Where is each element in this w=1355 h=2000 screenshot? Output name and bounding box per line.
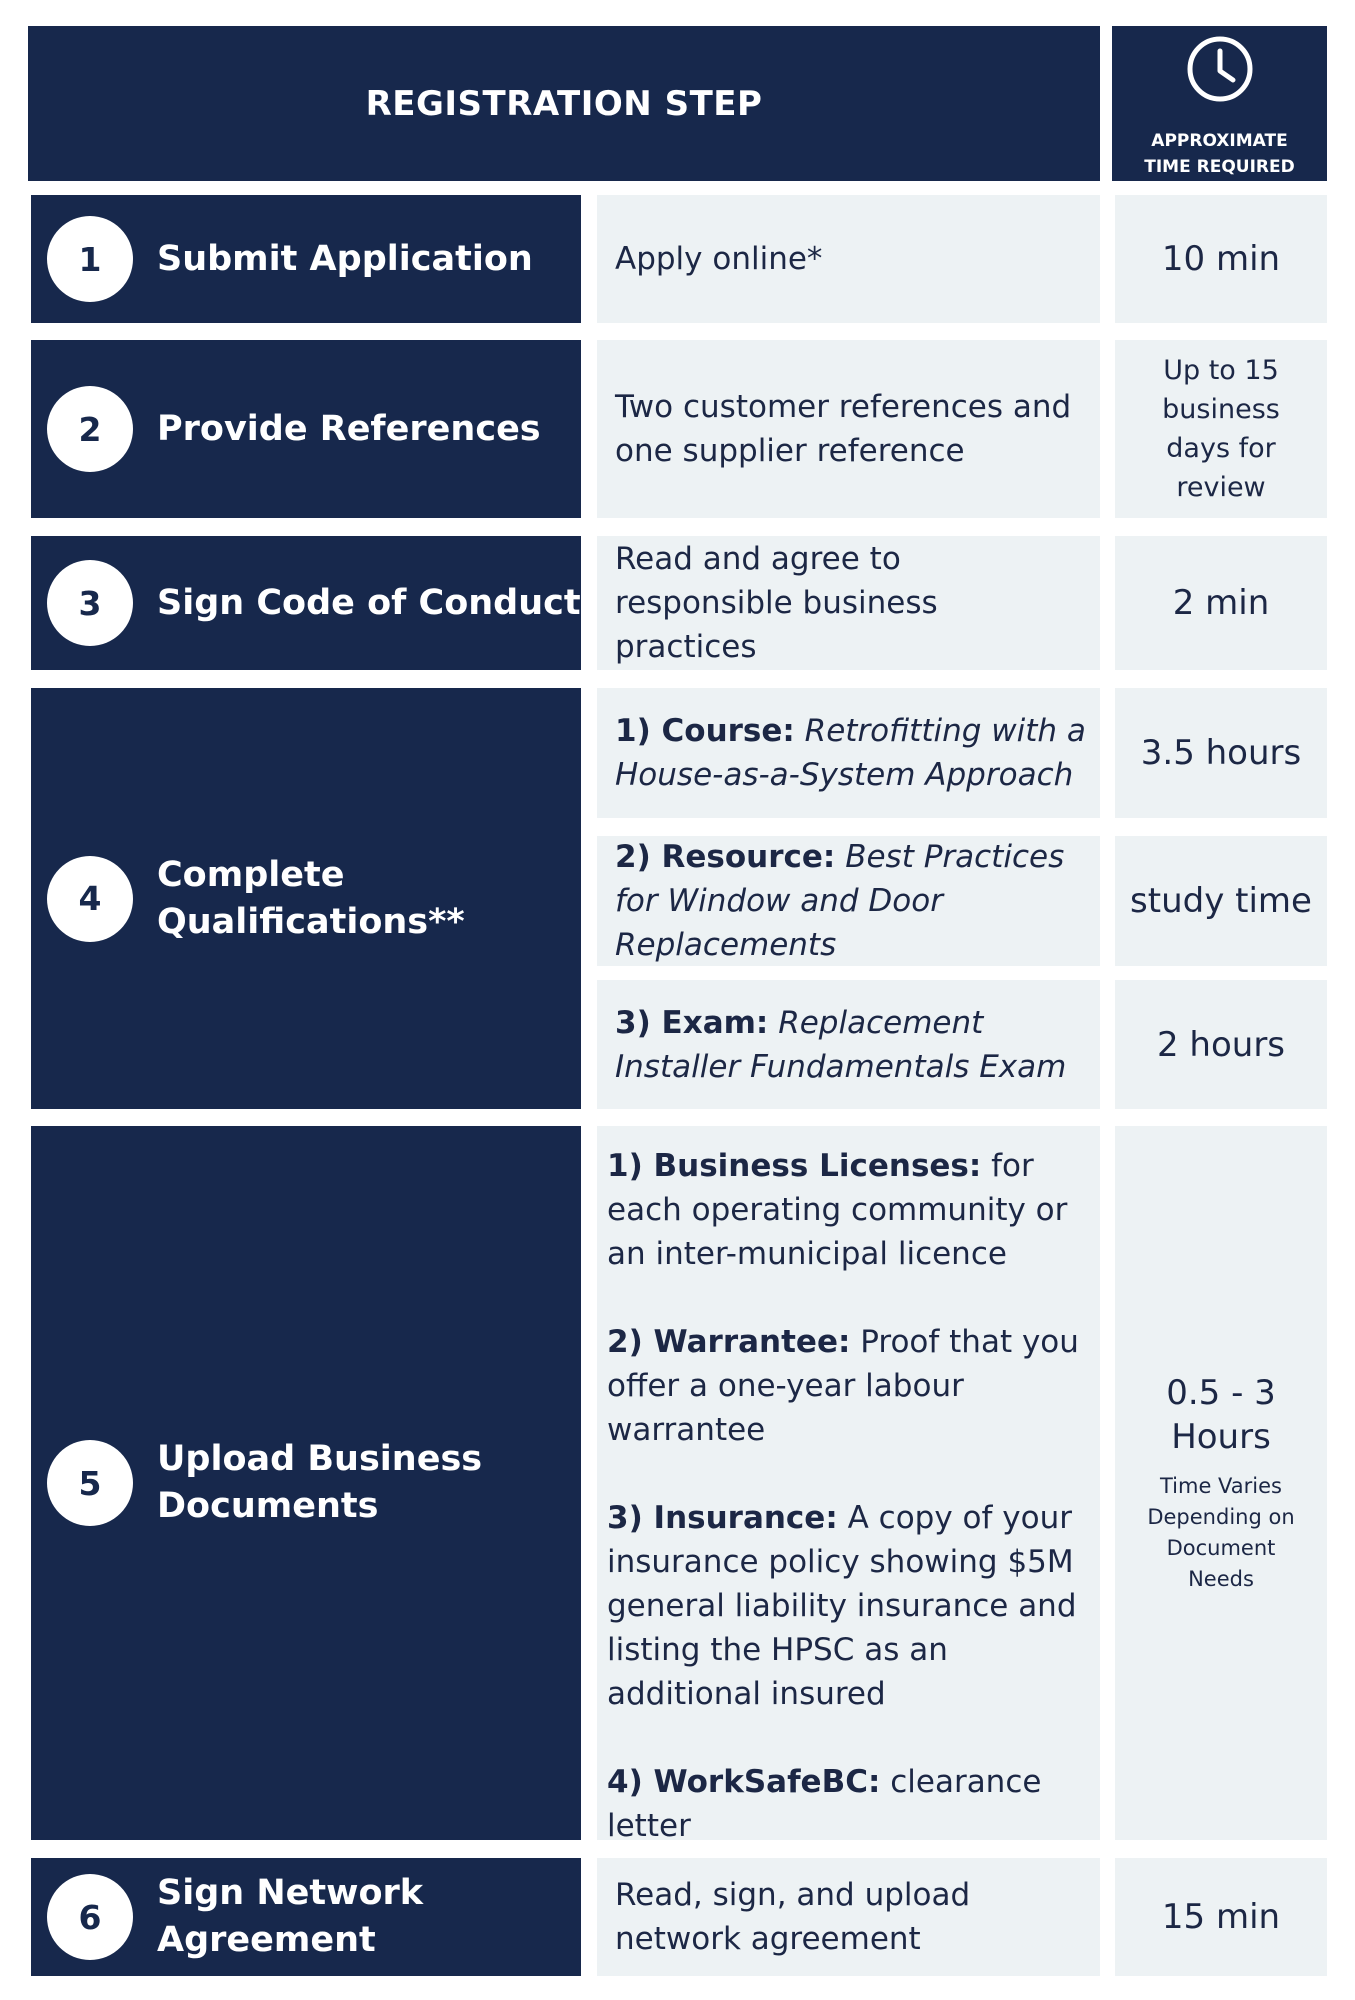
step-title: Complete Qualifications** — [157, 854, 465, 942]
step-1-time: 10 min — [1115, 195, 1327, 323]
step-6 — [31, 1858, 581, 1976]
clock-icon — [1185, 34, 1255, 104]
step-5 — [31, 1126, 581, 1840]
step-number-badge: 6 — [47, 1874, 133, 1960]
step-4-item-1-time: 3.5 hours — [1115, 688, 1327, 818]
step-1 — [31, 195, 581, 323]
time-required-label: APPROXIMATE TIME REQUIRED — [1144, 131, 1295, 177]
step-4-item-1: 1) Course: Retrofitting with a House-as-a-System Approach — [597, 688, 1100, 818]
step-number-badge: 3 — [47, 560, 133, 646]
document-item: 4) WorkSafeBC: clearance letter — [607, 1764, 1042, 1844]
document-item: 3) Insurance: A copy of your insurance policy showing $5M general liability insurance and listing the HPSC as an additional insured — [607, 1500, 1077, 1712]
step-number-badge: 2 — [47, 386, 133, 472]
step-3 — [31, 536, 581, 670]
step-title: Sign Code of Conduct — [157, 582, 581, 623]
document-item: 1) Business Licenses: for each operating community or an inter-municipal licence — [607, 1148, 1068, 1272]
step-4-item-2-time: study time — [1115, 836, 1327, 966]
step-1-description: Apply online* — [597, 195, 1100, 323]
step-6-description: Read, sign, and upload network agreement — [597, 1858, 1100, 1976]
step-title: Upload Business Documents — [157, 1439, 483, 1526]
document-item: 2) Warrantee: Proof that you offer a one-year labour warrantee — [607, 1324, 1079, 1448]
step-5-description — [597, 1126, 1100, 1844]
step-title: Provide References — [157, 408, 541, 449]
step-4 — [31, 688, 581, 1109]
header-title: REGISTRATION STEP — [365, 83, 763, 124]
step-5-time: 0.5 - 3 Hours Time Varies Depending on Document Needs — [1115, 1126, 1327, 1840]
step-2 — [31, 340, 581, 518]
step-number-badge: 4 — [47, 856, 133, 942]
step-number-badge: 5 — [47, 1440, 133, 1526]
step-title: Submit Application — [157, 238, 533, 279]
step-6-time: 15 min — [1115, 1858, 1327, 1976]
step-4-item-3: 3) Exam: Replacement Installer Fundamentals Exam — [597, 980, 1100, 1109]
step-2-time: Up to 15 business days for review — [1115, 340, 1327, 518]
step-3-time: 2 min — [1115, 536, 1327, 670]
step-4-item-2: 2) Resource: Best Practices for Window and Door Replacements — [597, 836, 1100, 966]
registration-step-header — [28, 26, 1100, 181]
step-number-badge: 1 — [47, 216, 133, 302]
step-3-description: Read and agree to responsible business practices — [597, 536, 1100, 670]
step-title: Sign Network Agreement — [157, 1873, 424, 1960]
time-note: Time Varies Depending on Document Needs — [1147, 1474, 1295, 1591]
time-required-header — [1112, 26, 1327, 181]
step-2-description: Two customer references and one supplier reference — [597, 340, 1100, 518]
step-4-item-3-time: 2 hours — [1115, 980, 1327, 1109]
